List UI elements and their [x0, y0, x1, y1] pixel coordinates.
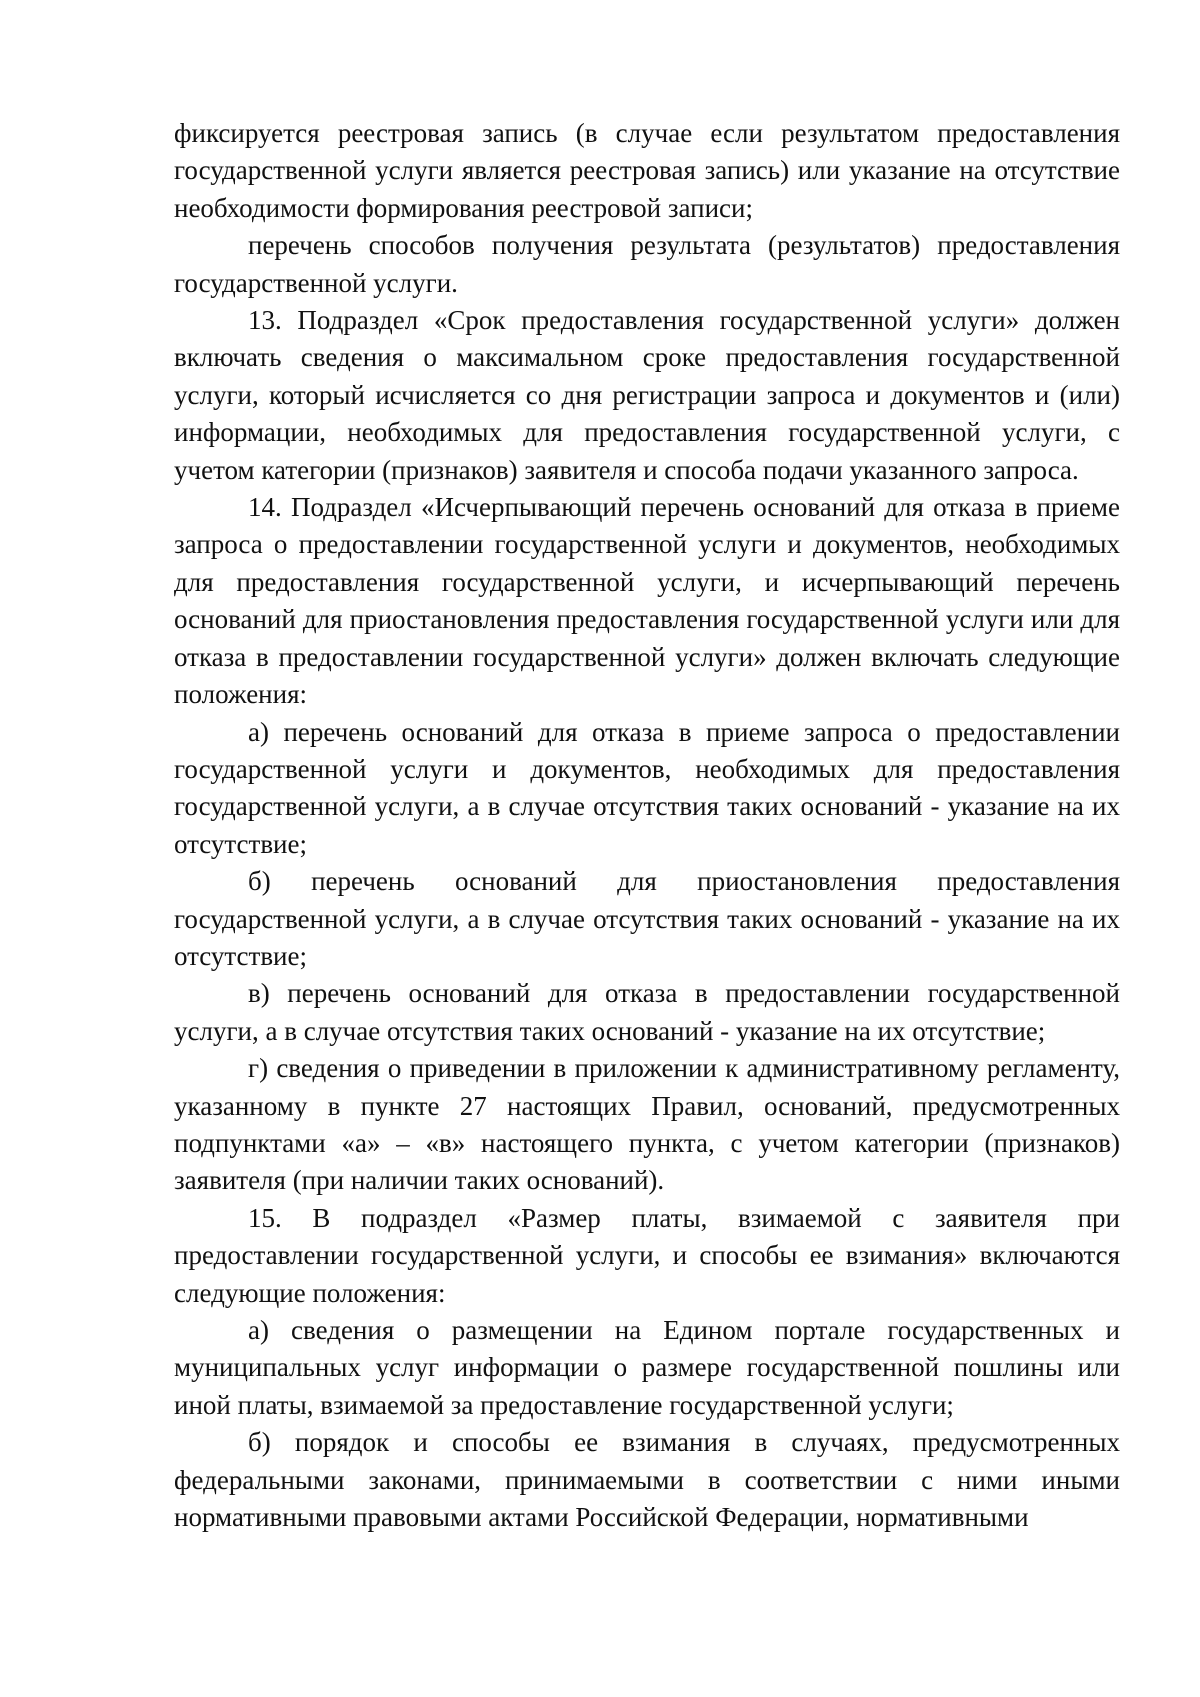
- paragraph-15a: а) сведения о размещении на Едином портале государственных и муниципальных услуг информации о размере государственной пошлины или иной платы, взимаемой за предоставление государственной услуги;: [174, 1315, 1120, 1420]
- paragraph-15: 15. В подраздел «Размер платы, взимаемой с заявителя при предоставлении государственной услуги, и способы ее взимания» включаются следующие положения:: [174, 1202, 1120, 1308]
- paragraph-14g: г) сведения о приведении в приложении к административному регламенту, указанному в пункте 27 настоящих Правил, оснований, предусмотренных подпунктами «а» – «в» настоящего пункта, с учетом категории (признаков) заявителя (при наличии таких оснований).: [174, 1053, 1120, 1196]
- paragraph-14b: б) перечень оснований для приостановления предоставления государственной услуги, а в случае отсутствия таких оснований - указание на их отсутствие;: [174, 866, 1120, 971]
- paragraph-15b: б) порядок и способы ее взимания в случаях, предусмотренных федеральными законами, принимаемыми в соответствии с ними иными нормативными правовыми актами Российской Федерации, нормативными: [174, 1427, 1120, 1533]
- paragraph-13: 13. Подраздел «Срок предоставления государственной услуги» должен включать сведения о максимальном сроке предоставления государственной услуги, который исчисляется со дня регистрации запроса и документов и (или) информации, необходимых для предоставления государственной услуги, с учетом категории (признаков) заявителя и способа подачи указанного запроса.: [174, 305, 1120, 485]
- paragraph-result-methods: перечень способов получения результата (результатов) предоставления государственной услуги.: [174, 230, 1120, 298]
- paragraph-14: 14. Подраздел «Исчерпывающий перечень оснований для отказа в приеме запроса о предоставлении государственной услуги и документов, необходимых для предоставления государственной услуги, и исчерпывающий перечень оснований для приостановления предоставления государственной услуги или для отказа в предоставлении государственной услуги» должен включать следующие положения:: [174, 492, 1120, 710]
- paragraph-14a: а) перечень оснований для отказа в приеме запроса о предоставлении государственной услуги и документов, необходимых для предоставления государственной услуги, а в случае отсутствия таких оснований - указание на их отсутствие;: [174, 716, 1120, 859]
- paragraph-continuation: фиксируется реестровая запись (в случае если результатом предоставления государственной услуги является реестровая запись) или указание на отсутствие необходимости формирования реестровой записи;: [174, 118, 1120, 223]
- paragraph-14v: в) перечень оснований для отказа в предоставлении государственной услуги, а в случае отсутствия таких оснований - указание на их отсутствие;: [174, 978, 1120, 1046]
- document-body: [174, 115, 1120, 1536]
